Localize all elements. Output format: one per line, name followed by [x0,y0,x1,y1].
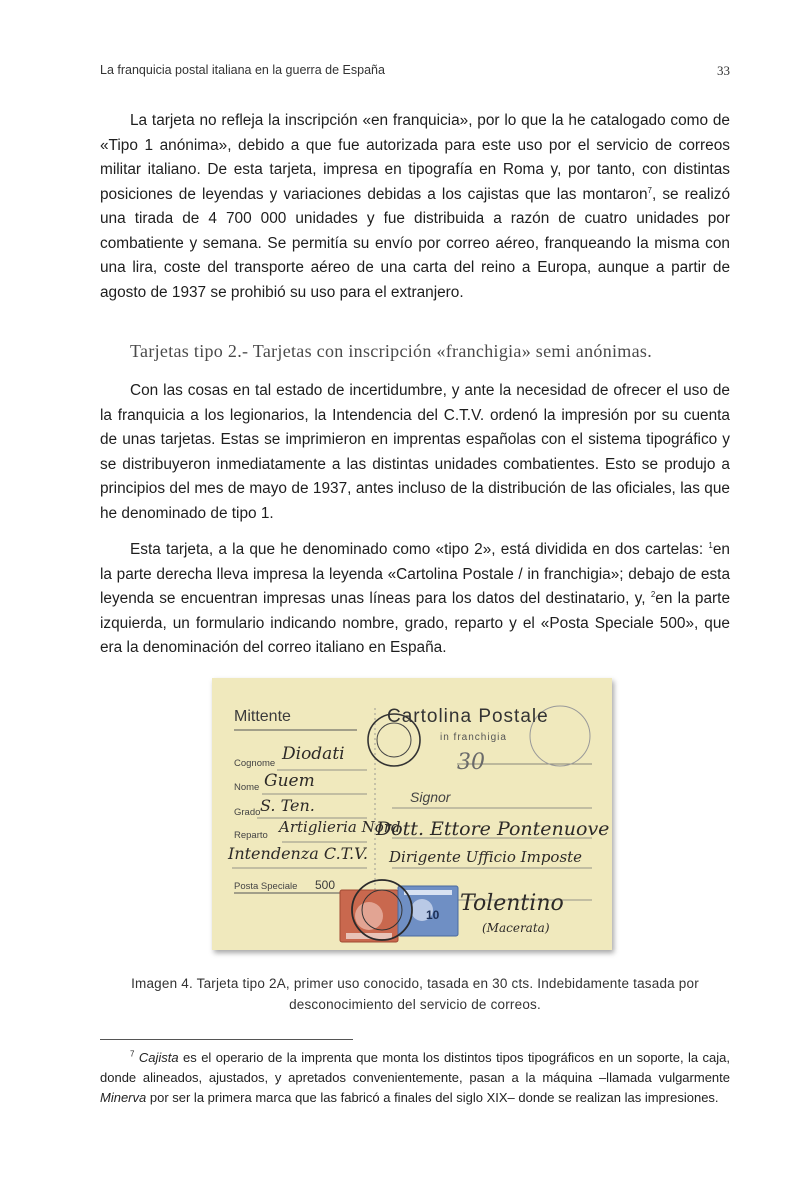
postcard-franchigia: in franchigia [440,732,507,743]
postcard-posta-label: Posta Speciale [234,881,298,892]
postcard-image [212,678,612,950]
handwriting-city: Tolentino [460,891,564,916]
paragraph-tipo1 [100,109,730,305]
page-number: 33 [717,63,730,78]
paragraph-text: La tarjeta no refleja la inscripción «en franquicia», por lo que la he catalogado como de «Tipo 1 anónima», debido a que fue autorizada para este uso por el servicio de correos militar italiano. De esta tarjeta, impresa en tipografía en Roma y, por tanto, con distintas posiciones de leyendas y variaciones debidas a los cajistas que las montaron [100,112,730,203]
postcard-grado-label: Grado [234,807,261,818]
postcard-cognome-label: Cognome [234,758,276,769]
paragraph-intendencia: Con las cosas en tal estado de incertidumbre, y ante la necesidad de ofrecer el uso de la franquicia a los legionarios, la Intendencia del C.T.V. ordenó la impresión por su cuenta de unas tarjetas. Estas se imprimieron en imprentas españolas con el sistema tipográfico y se distribuyeron inmediatamente a las distintas unidades combatientes. Esto se produjo a principios del mes de mayo de 1937, antes incluso de la distribución de las oficiales, las que he denominado de tipo 1. [100,382,730,522]
paragraph-text: , se realizó una tirada de 4 700 000 unidades y fue distribuida a razón de cuatro unidades por combatiente y semana. Se permitía su envío por correo aéreo, franqueando la misma con una lira, coste del transporte aéreo de una carta del reino a Europa, aunque a partir de agosto de 1937 se prohibió su uso para el extranjero. [100,185,730,301]
running-head [100,63,730,83]
footnote-text: por ser la primera marca que las fabricó a finales del siglo XIX– donde se realizan las impresiones. [146,1090,719,1105]
footnote-term-minerva: Minerva [100,1090,147,1105]
handwriting-recipient-office: Dirigente Ufficio Imposte [389,848,583,866]
handwriting-grado: S. Ten. [260,796,315,815]
stamp-value: 10 [426,908,440,922]
handwriting-recipient: Dott. Ettore Pontenuove [376,818,610,840]
footnote-marker: 7 [130,1049,135,1059]
section-heading: Tarjetas tipo 2.- Tarjetas con inscripción «franchigia» semi anónimas. [130,341,652,361]
footnote-text: es el operario de la imprenta que monta los distintos tipos tipográficos en un soporte, la caja, donde alineados, ajustados, y apretados convenientemente, pasan a la máquina –llamada vulgarmente [100,1050,730,1085]
handwriting-cognome: Diodati [282,744,345,764]
postcard-reparto-label: Reparto [234,830,268,841]
paragraph-tipo2 [100,538,730,661]
footnote-divider [100,1039,353,1040]
paragraph-text: en la parte izquierda, un formulario indicando nombre, grado, reparto y el «Posta Speciale 500», que era la denominación del correo italiano en España. [100,590,731,656]
postcard-signor: Signor [410,789,451,805]
footnote-ref[interactable]: 7 [647,185,652,195]
paragraph-text: en la parte derecha lleva impresa la leyenda «Cartolina Postale / in franchigia»; debajo de esta leyenda se encuentran impresas unas líneas para los datos del destinatario, y, [100,541,730,607]
footnote [100,1048,730,1108]
marker-1: 1 [708,540,713,550]
handwriting-province: (Macerata) [482,921,550,935]
figure-caption: Imagen 4. Tarjeta tipo 2A, primer uso conocido, tasada en 30 cts. Indebidamente tasada por desconocimiento del servicio de correos. [131,976,699,1012]
postcard-title: Cartolina Postale [387,706,549,727]
postcard-mittente: Mittente [234,708,291,725]
postcard-nome-label: Nome [234,782,260,793]
handwriting-tax: 30 [457,750,485,775]
footnote-term: Cajista [138,1050,179,1065]
handwriting-nome: Guem [264,771,315,791]
stamp-red [340,890,398,942]
handwriting-reparto: Artiglieria Nord [279,818,401,836]
handwriting-intendenza: Intendenza C.T.V. [228,844,368,863]
marker-2: 2 [650,589,656,599]
postcard-posta-number: 500 [315,878,336,892]
paragraph-text: Esta tarjeta, a la que he denominado como «tipo 2», está dividida en dos cartelas: [130,541,704,558]
running-head-title: La franquicia postal italiana en la guerra de España [100,63,385,77]
